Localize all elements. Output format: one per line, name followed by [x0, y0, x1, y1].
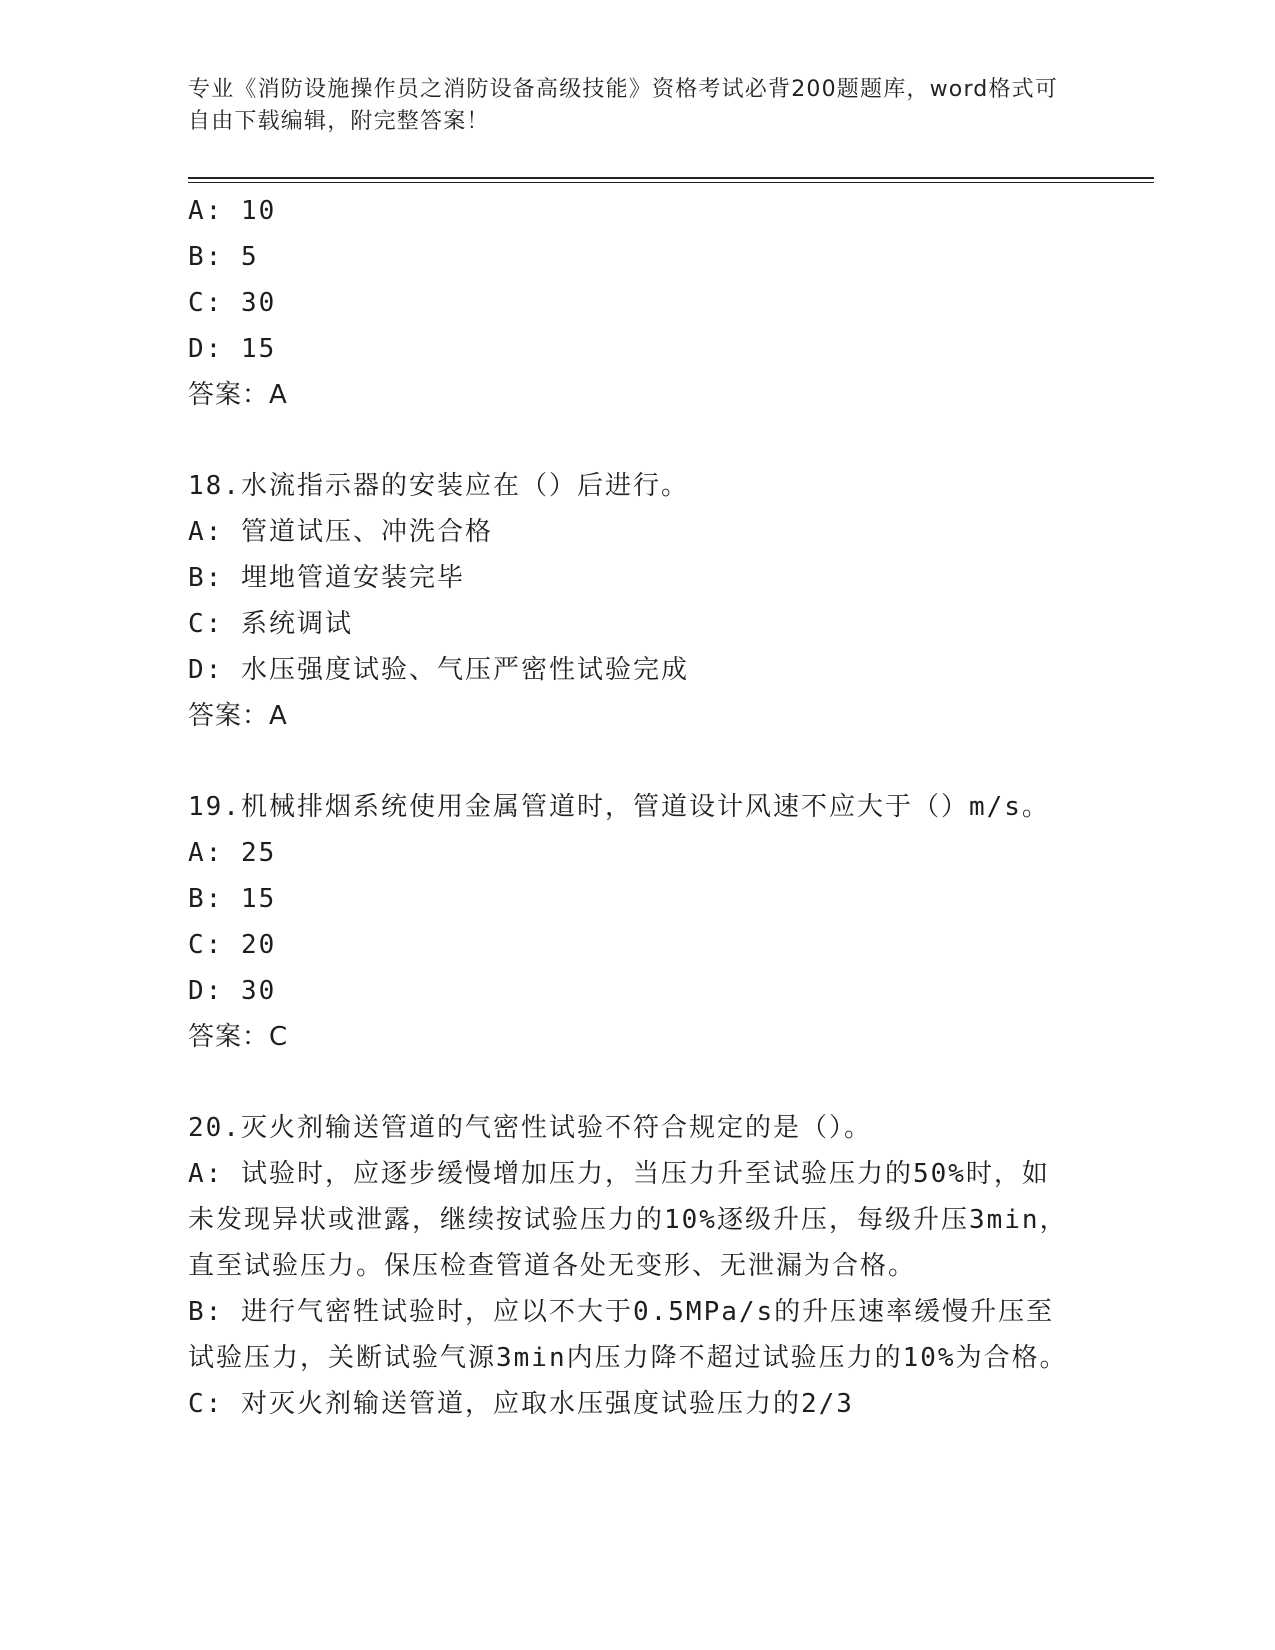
q17-answer: 答案：A	[188, 380, 288, 410]
spacer	[188, 1060, 1068, 1105]
q17-option-c: C: 30	[188, 288, 277, 318]
q17-option-a: A: 10	[188, 196, 277, 226]
q18-option-c: C: 系统调试	[188, 609, 353, 639]
question-18	[188, 463, 1068, 739]
q19-option-a: A: 25	[188, 838, 277, 868]
q18-answer: 答案：A	[188, 701, 288, 731]
q19-option-b: B: 15	[188, 884, 277, 914]
spacer	[188, 739, 1068, 784]
question-20	[188, 1105, 1068, 1427]
header-divider-thick	[188, 177, 1154, 179]
q17-option-d: D: 15	[188, 334, 277, 364]
q19-option-c: C: 20	[188, 930, 277, 960]
question-list	[188, 188, 1068, 1427]
q17-option-b: B: 5	[188, 242, 259, 272]
q18-question: 18.水流指示器的安装应在（）后进行。	[188, 471, 689, 501]
question-19	[188, 784, 1068, 1060]
q20-question: 20.灭火剂输送管道的气密性试验不符合规定的是（）。	[188, 1113, 872, 1143]
q18-option-b: B: 埋地管道安装完毕	[188, 563, 465, 593]
q19-answer: 答案：C	[188, 1022, 289, 1052]
q19-option-d: D: 30	[188, 976, 277, 1006]
document-header: 专业《消防设施操作员之消防设备高级技能》资格考试必背200题题库，word格式可自由下载编辑，附完整答案！	[188, 77, 1059, 134]
q20-option-b: B: 进行气密牲试验时，应以不大于0.5MPa/s的升压速率缓慢升压至试验压力，关断试验气源3min内压力降不超过试验压力的10%为合格。	[188, 1297, 1068, 1373]
q18-option-d: D: 水压强度试验、气压严密性试验完成	[188, 655, 689, 685]
q19-question: 19.机械排烟系统使用金属管道时，管道设计风速不应大于（）m/s。	[188, 792, 1050, 822]
header-divider-thin	[188, 182, 1154, 183]
question-17	[188, 188, 1068, 418]
q20-option-a: A: 试验时，应逐步缓慢增加压力，当压力升至试验压力的50%时，如未发现异状或泄露，继续按试验压力的10%逐级升压，每级升压3min，直至试验压力。保压检查管道各处无变形、无泄漏为合格。	[188, 1159, 1068, 1281]
q20-option-c: C: 对灭火剂输送管道，应取水压强度试验压力的2/3	[188, 1389, 854, 1419]
q18-option-a: A: 管道试压、冲洗合格	[188, 517, 493, 547]
spacer	[188, 418, 1068, 463]
